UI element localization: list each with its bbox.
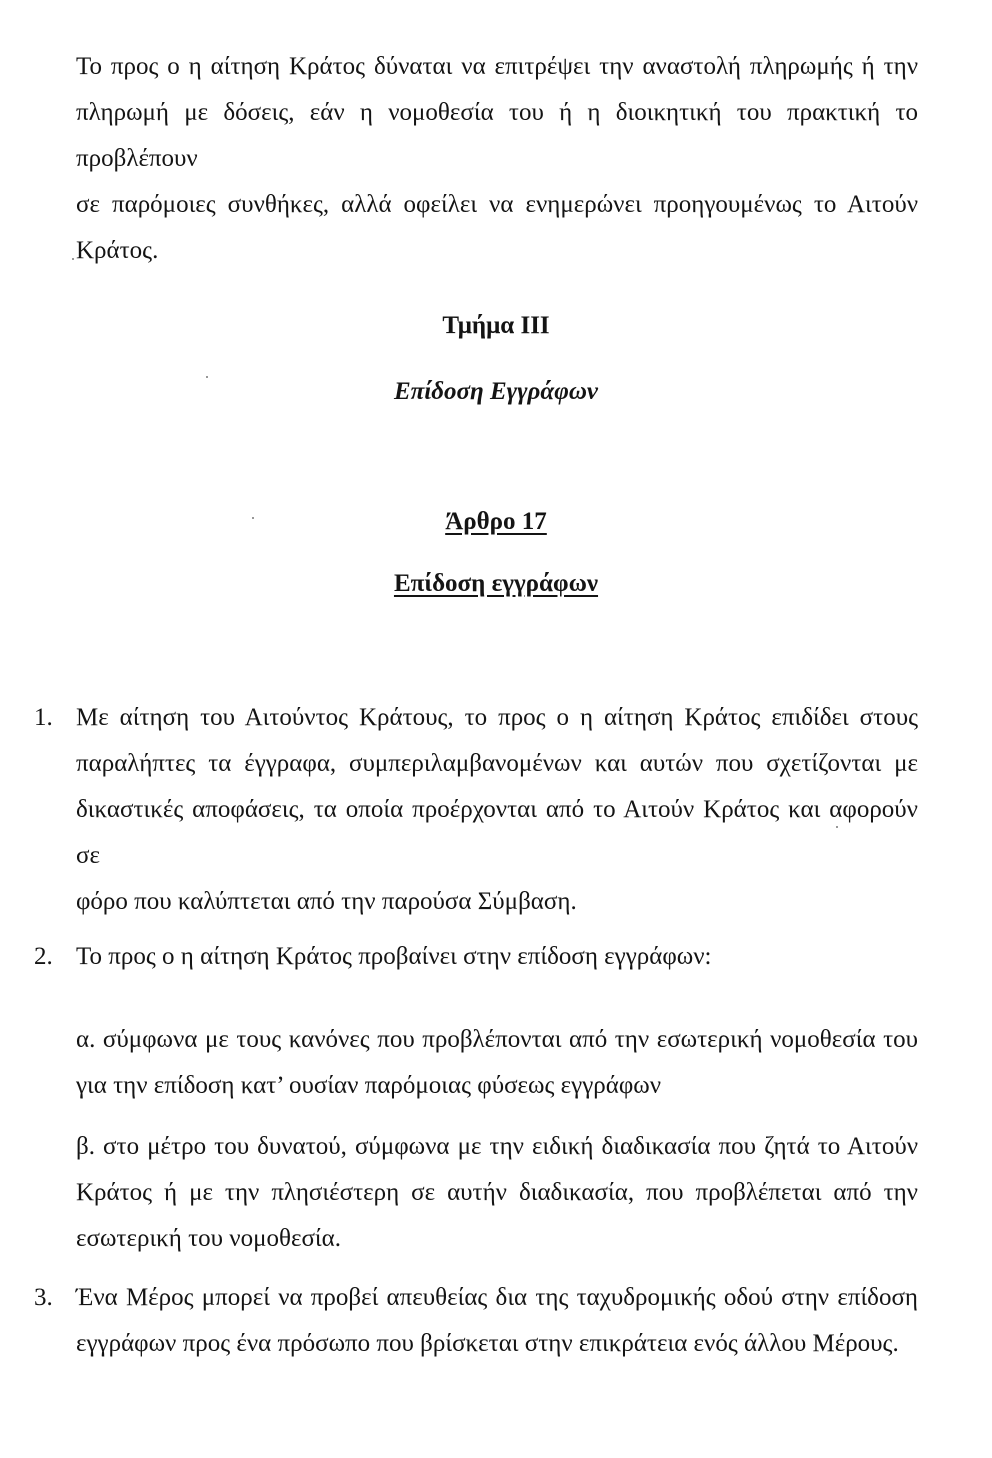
intro-line: σε παρόμοιες συνθήκες, αλλά οφείλει να ενημερώνει προηγουμένως το Αιτούν [76,191,918,218]
scan-speck [252,517,254,519]
item-line: Ένα Μέρος μπορεί να προβεί απευθείας δια της ταχυδρομικής οδού στην επίδοση [76,1284,918,1311]
intro-paragraph [76,44,918,274]
item-number: 2. [34,943,53,970]
item-paragraph [76,934,918,980]
item-line: δικαστικές αποφάσεις, τα οποία προέρχονται από το Αιτούν Κράτος και αφορούν σε [76,796,918,869]
item-line: Με αίτηση του Αιτούντος Κράτους, το προς ο η αίτηση Κράτος επιδίδει στους [76,704,918,731]
article-number [0,508,992,536]
item-paragraph [76,1275,918,1367]
subitem-line: για την επίδοση κατ’ ουσίαν παρόμοιας φύσεως εγγράφων [76,1072,662,1099]
section-title: Τμήμα ΙΙΙ [442,312,550,339]
item-line: Το προς ο η αίτηση Κράτος προβαίνει στην επίδοση εγγράφων: [76,943,712,970]
article-title [0,570,992,598]
section-subtitle: Επίδοση Εγγράφων [393,378,598,405]
scan-speck [836,826,838,828]
item-number: 3. [34,1284,53,1311]
article-number-text: Άρθρο 17 [445,508,547,535]
item-line: παραλήπτες τα έγγραφα, συμπεριλαμβανομένων και αυτών που σχετίζονται με [76,750,918,777]
scan-speck [206,376,208,378]
intro-line: πληρωμή με δόσεις, εάν η νομοθεσία του ή η διοικητική του πρακτική το προβλέπουν [76,99,918,172]
intro-line: Κράτος. [76,237,159,264]
subitem-paragraph [76,1017,918,1109]
item-paragraph [76,695,918,925]
subitem-line: Κράτος ή με την πλησιέστερη σε αυτήν διαδικασία, που προβλέπεται από την [76,1179,918,1206]
article-title-text: Επίδοση εγγράφων [393,570,599,597]
subitem-line: εσωτερική του νομοθεσία. [76,1225,342,1252]
scan-speck [72,258,74,260]
subitem-paragraph [76,1124,918,1262]
item-number: 1. [34,704,53,731]
subitem-line: β. στο μέτρο του δυνατού, σύμφωνα με την ειδική διαδικασία που ζητά το Αιτούν [76,1133,918,1160]
item-line: φόρο που καλύπτεται από την παρούσα Σύμβαση. [76,888,577,915]
item-line: εγγράφων προς ένα πρόσωπο που βρίσκεται στην επικράτεια ενός άλλου Μέρους. [76,1330,899,1357]
intro-line: Το προς ο η αίτηση Κράτος δύναται να επιτρέψει την αναστολή πληρωμής ή την [76,53,918,80]
subitem-line: α. σύμφωνα με τους κανόνες που προβλέπονται από την εσωτερική νομοθεσία του [76,1026,918,1053]
